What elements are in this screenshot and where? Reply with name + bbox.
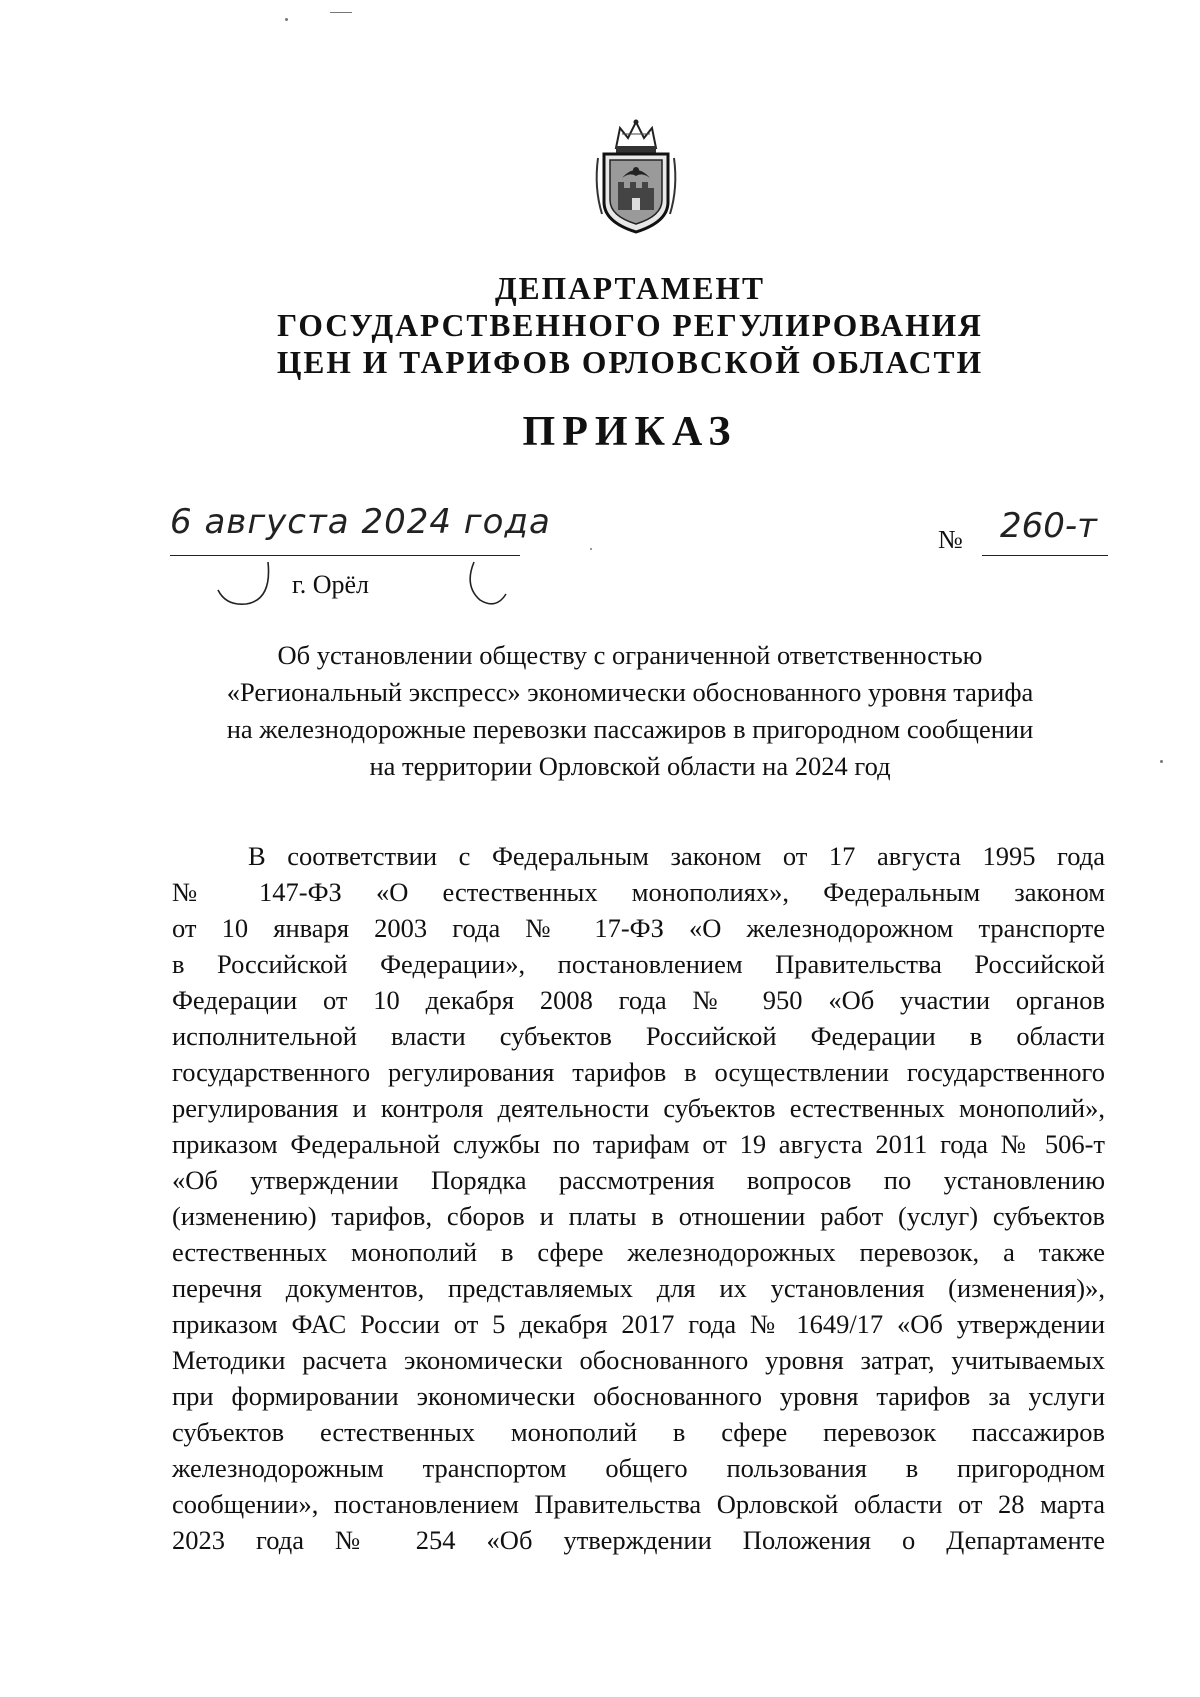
coat-of-arms-icon [592, 118, 680, 236]
body-line: № 147-ФЗ «О естественных монополиях», Федеральным законом [172, 877, 1105, 907]
body-line: субъектов естественных монополий в сфере перевозок пассажиров [172, 1417, 1105, 1447]
body-line: приказом Федеральной службы по тарифам от 19 августа 2011 года № 506-т [172, 1129, 1105, 1159]
body-line: «Об утверждении Порядка рассмотрения вопросов по установлению [172, 1165, 1105, 1195]
body-line: регулирования и контроля деятельности субъектов естественных монополий», [172, 1093, 1105, 1123]
body-line: перечня документов, представляемых для их установления (изменения)», [172, 1273, 1105, 1303]
body-line: исполнительной власти субъектов Российской Федерации в области [172, 1021, 1105, 1051]
department-line: ДЕПАРТАМЕНТ [494, 271, 765, 306]
number-label: № [938, 525, 963, 554]
body-line: Методики расчета экономически обоснованного уровня затрат, учитываемых [172, 1345, 1105, 1375]
scan-speck [330, 12, 352, 13]
scan-speck [590, 548, 592, 550]
date-underline [170, 555, 520, 556]
order-subject [190, 637, 1070, 785]
subject-line: на территории Орловской области на 2024 год [369, 751, 891, 781]
city-label: г. Орёл [292, 570, 370, 599]
scan-speck [1160, 760, 1163, 763]
body-line: В соответствии с Федеральным законом от 17 августа 1995 года [248, 841, 1105, 871]
body-line: 2023 года № 254 «Об утверждении Положения о Департаменте [172, 1525, 1105, 1555]
department-line: ГОСУДАРСТВЕННОГО РЕГУЛИРОВАНИЯ [277, 308, 983, 343]
body-line: железнодорожным транспортом общего пользования в пригородном [172, 1453, 1105, 1483]
body-line: государственного регулирования тарифов в осуществлении государственного [172, 1057, 1105, 1087]
body-line: естественных монополий в сфере железнодорожных перевозок, а также [172, 1237, 1105, 1267]
number-underline [982, 555, 1108, 556]
subject-line: «Региональный экспресс» экономически обоснованного уровня тарифа [226, 677, 1034, 707]
scan-speck [285, 18, 288, 21]
body-paragraph [172, 838, 1105, 1558]
department-heading [200, 270, 1060, 381]
body-line: приказом ФАС России от 5 декабря 2017 года № 1649/17 «Об утверждении [172, 1309, 1105, 1339]
body-line: в Российской Федерации», постановлением Правительства Российской [172, 949, 1105, 979]
body-line: от 10 января 2003 года № 17-ФЗ «О железнодорожном транспорте [172, 913, 1105, 943]
handwritten-bracket-left [216, 560, 276, 610]
handwritten-date: 6 августа 2024 года [170, 502, 551, 542]
body-line: при формировании экономически обоснованного уровня тарифов за услуги [172, 1381, 1105, 1411]
body-line: Федерации от 10 декабря 2008 года № 950 «Об участии органов [172, 985, 1105, 1015]
handwritten-bracket-right [466, 560, 516, 610]
subject-line: Об установлении обществу с ограниченной ответственностью [277, 640, 983, 670]
body-line: (изменению) тарифов, сборов и платы в отношении работ (услуг) субъектов [172, 1201, 1105, 1231]
handwritten-number: 260-т [1000, 506, 1097, 546]
body-line: сообщении», постановлением Правительства Орловской области от 28 марта [172, 1489, 1105, 1519]
subject-line: на железнодорожные перевозки пассажиров в пригородном сообщении [226, 714, 1034, 744]
department-line: ЦЕН И ТАРИФОВ ОРЛОВСКОЙ ОБЛАСТИ [276, 345, 984, 380]
document-type-title: ПРИКАЗ [522, 409, 738, 455]
